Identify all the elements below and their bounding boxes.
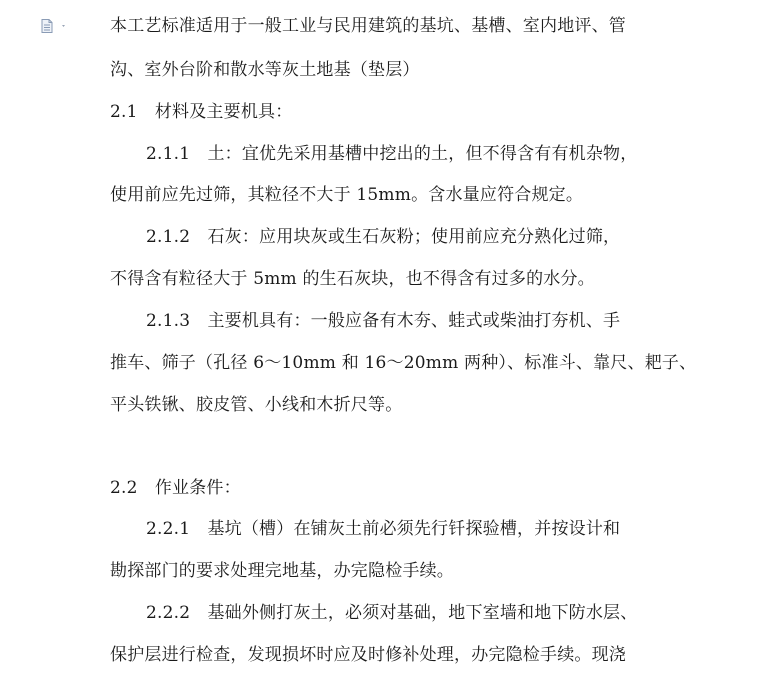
paragraph-line: 保护层进行检查，发现损坏时应及时修补处理，办完隐检手续。现浇 (110, 645, 626, 665)
paragraph-line: 沟、室外台阶和散水等灰土地基（垫层） (110, 60, 420, 80)
section-heading: 2.1 材料及主要机具： (110, 102, 293, 122)
paragraph-line: 勘探部门的要求处理完地基，办完隐检手续。 (110, 561, 454, 581)
page-bottom-edge (0, 676, 771, 688)
paragraph-line: 2.1.1 土：宜优先采用基槽中挖出的土，但不得含有有机杂物， (146, 144, 638, 164)
chevron-down-icon (62, 25, 65, 27)
paragraph-line: 平头铁锹、胶皮管、小线和木折尺等。 (110, 395, 403, 415)
paragraph-line: 使用前应先过筛，其粒径不大于 15mm。含水量应符合规定。 (110, 185, 584, 205)
paragraph-line: 本工艺标准适用于一般工业与民用建筑的基坑、基槽、室内地评、管 (110, 16, 626, 36)
paragraph-line: 不得含有粒径大于 5mm 的生石灰块，也不得含有过多的水分。 (110, 269, 595, 289)
paragraph-line: 2.2.1 基坑（槽）在铺灰土前必须先行钎探验槽，并按设计和 (146, 519, 621, 539)
section-heading: 2.2 作业条件： (110, 478, 241, 498)
document-icon[interactable] (41, 19, 67, 33)
paragraph-line: 2.1.3 主要机具有：一般应备有木夯、蛙式或柴油打夯机、手 (146, 311, 621, 331)
paragraph-line: 2.2.2 基础外侧打灰土，必须对基础，地下室墙和地下防水层、 (146, 603, 638, 623)
paragraph-line: 推车、筛子（孔径 6～10mm 和 16～20mm 两种）、标准斗、靠尺、耙子、 (110, 353, 697, 373)
paragraph-line: 2.1.2 石灰：应用块灰或生石灰粉；使用前应充分熟化过筛， (146, 227, 621, 247)
